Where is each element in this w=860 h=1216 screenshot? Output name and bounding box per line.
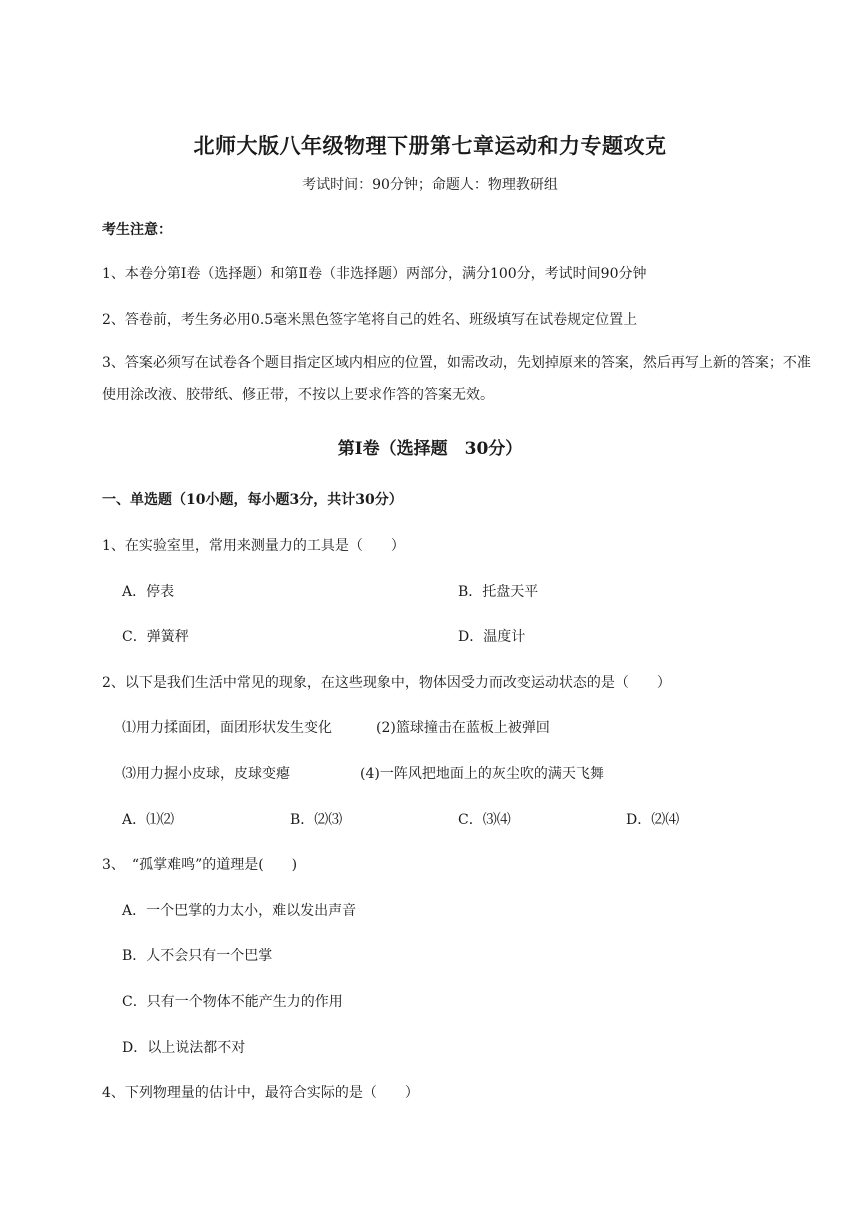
question-2-item-1: ⑴用力揉面团，面团形状发生变化 (122, 720, 332, 736)
exam-subtitle: 考试时间：90分钟；命题人：物理教研组 (302, 177, 558, 193)
question-4-stem: 4、下列物理量的估计中，最符合实际的是（ ） (102, 1085, 419, 1101)
question-2-option-d: D．⑵⑷ (626, 812, 680, 828)
question-2-option-b: B．⑵⑶ (290, 812, 343, 828)
question-3-stem: 3、 “孤掌难鸣”的道理是( ) (102, 857, 298, 873)
notice-item-2: 2、答卷前，考生务必用0.5毫米黑色签字笔将自己的姓名、班级填写在试卷规定位置上 (102, 312, 638, 328)
question-1-option-c: C．弹簧秤 (122, 629, 189, 645)
question-3-option-b: B．人不会只有一个巴掌 (122, 948, 273, 964)
question-2-item-4: (4)一阵风把地面上的灰尘吹的满天飞舞 (360, 766, 604, 782)
notice-item-3: 3、答案必须写在试卷各个题目指定区域内相应的位置，如需改动，先划掉原来的答案，然后再写上新的答案；不准使用涂改液、胶带纸、修正带，不按以上要求作答的答案无效。 (102, 355, 811, 403)
question-2-option-a: A．⑴⑵ (122, 812, 175, 828)
question-3-option-d: D．以上说法都不对 (122, 1040, 246, 1056)
notice-item-1: 1、本卷分第Ⅰ卷（选择题）和第Ⅱ卷（非选择题）两部分，满分100分，考试时间90分钟 (102, 266, 647, 282)
page-title: 北师大版八年级物理下册第七章运动和力专题攻克 (193, 133, 667, 158)
section-subheading: 一、单选题（10小题，每小题3分，共计30分） (102, 492, 403, 508)
question-3-option-c: C．只有一个物体不能产生力的作用 (122, 994, 343, 1010)
question-3-option-a: A．一个巴掌的力太小，难以发出声音 (122, 903, 357, 919)
question-2-stem: 2、以下是我们生活中常见的现象，在这些现象中，物体因受力而改变运动状态的是（ ） (102, 675, 671, 691)
notice-heading: 考生注意： (102, 222, 172, 238)
question-1-stem: 1、在实验室里，常用来测量力的工具是（ ） (102, 538, 405, 554)
question-1-option-d: D．温度计 (458, 629, 526, 645)
question-2-item-2: (2)篮球撞击在蓝板上被弹回 (376, 720, 550, 736)
question-2-option-c: C．⑶⑷ (458, 812, 511, 828)
question-1-option-b: B．托盘天平 (458, 584, 539, 600)
question-1-option-a: A．停表 (122, 584, 175, 600)
section-title: 第Ⅰ卷（选择题 30分） (337, 439, 523, 459)
question-2-item-3: ⑶用力握小皮球，皮球变瘪 (122, 766, 290, 782)
